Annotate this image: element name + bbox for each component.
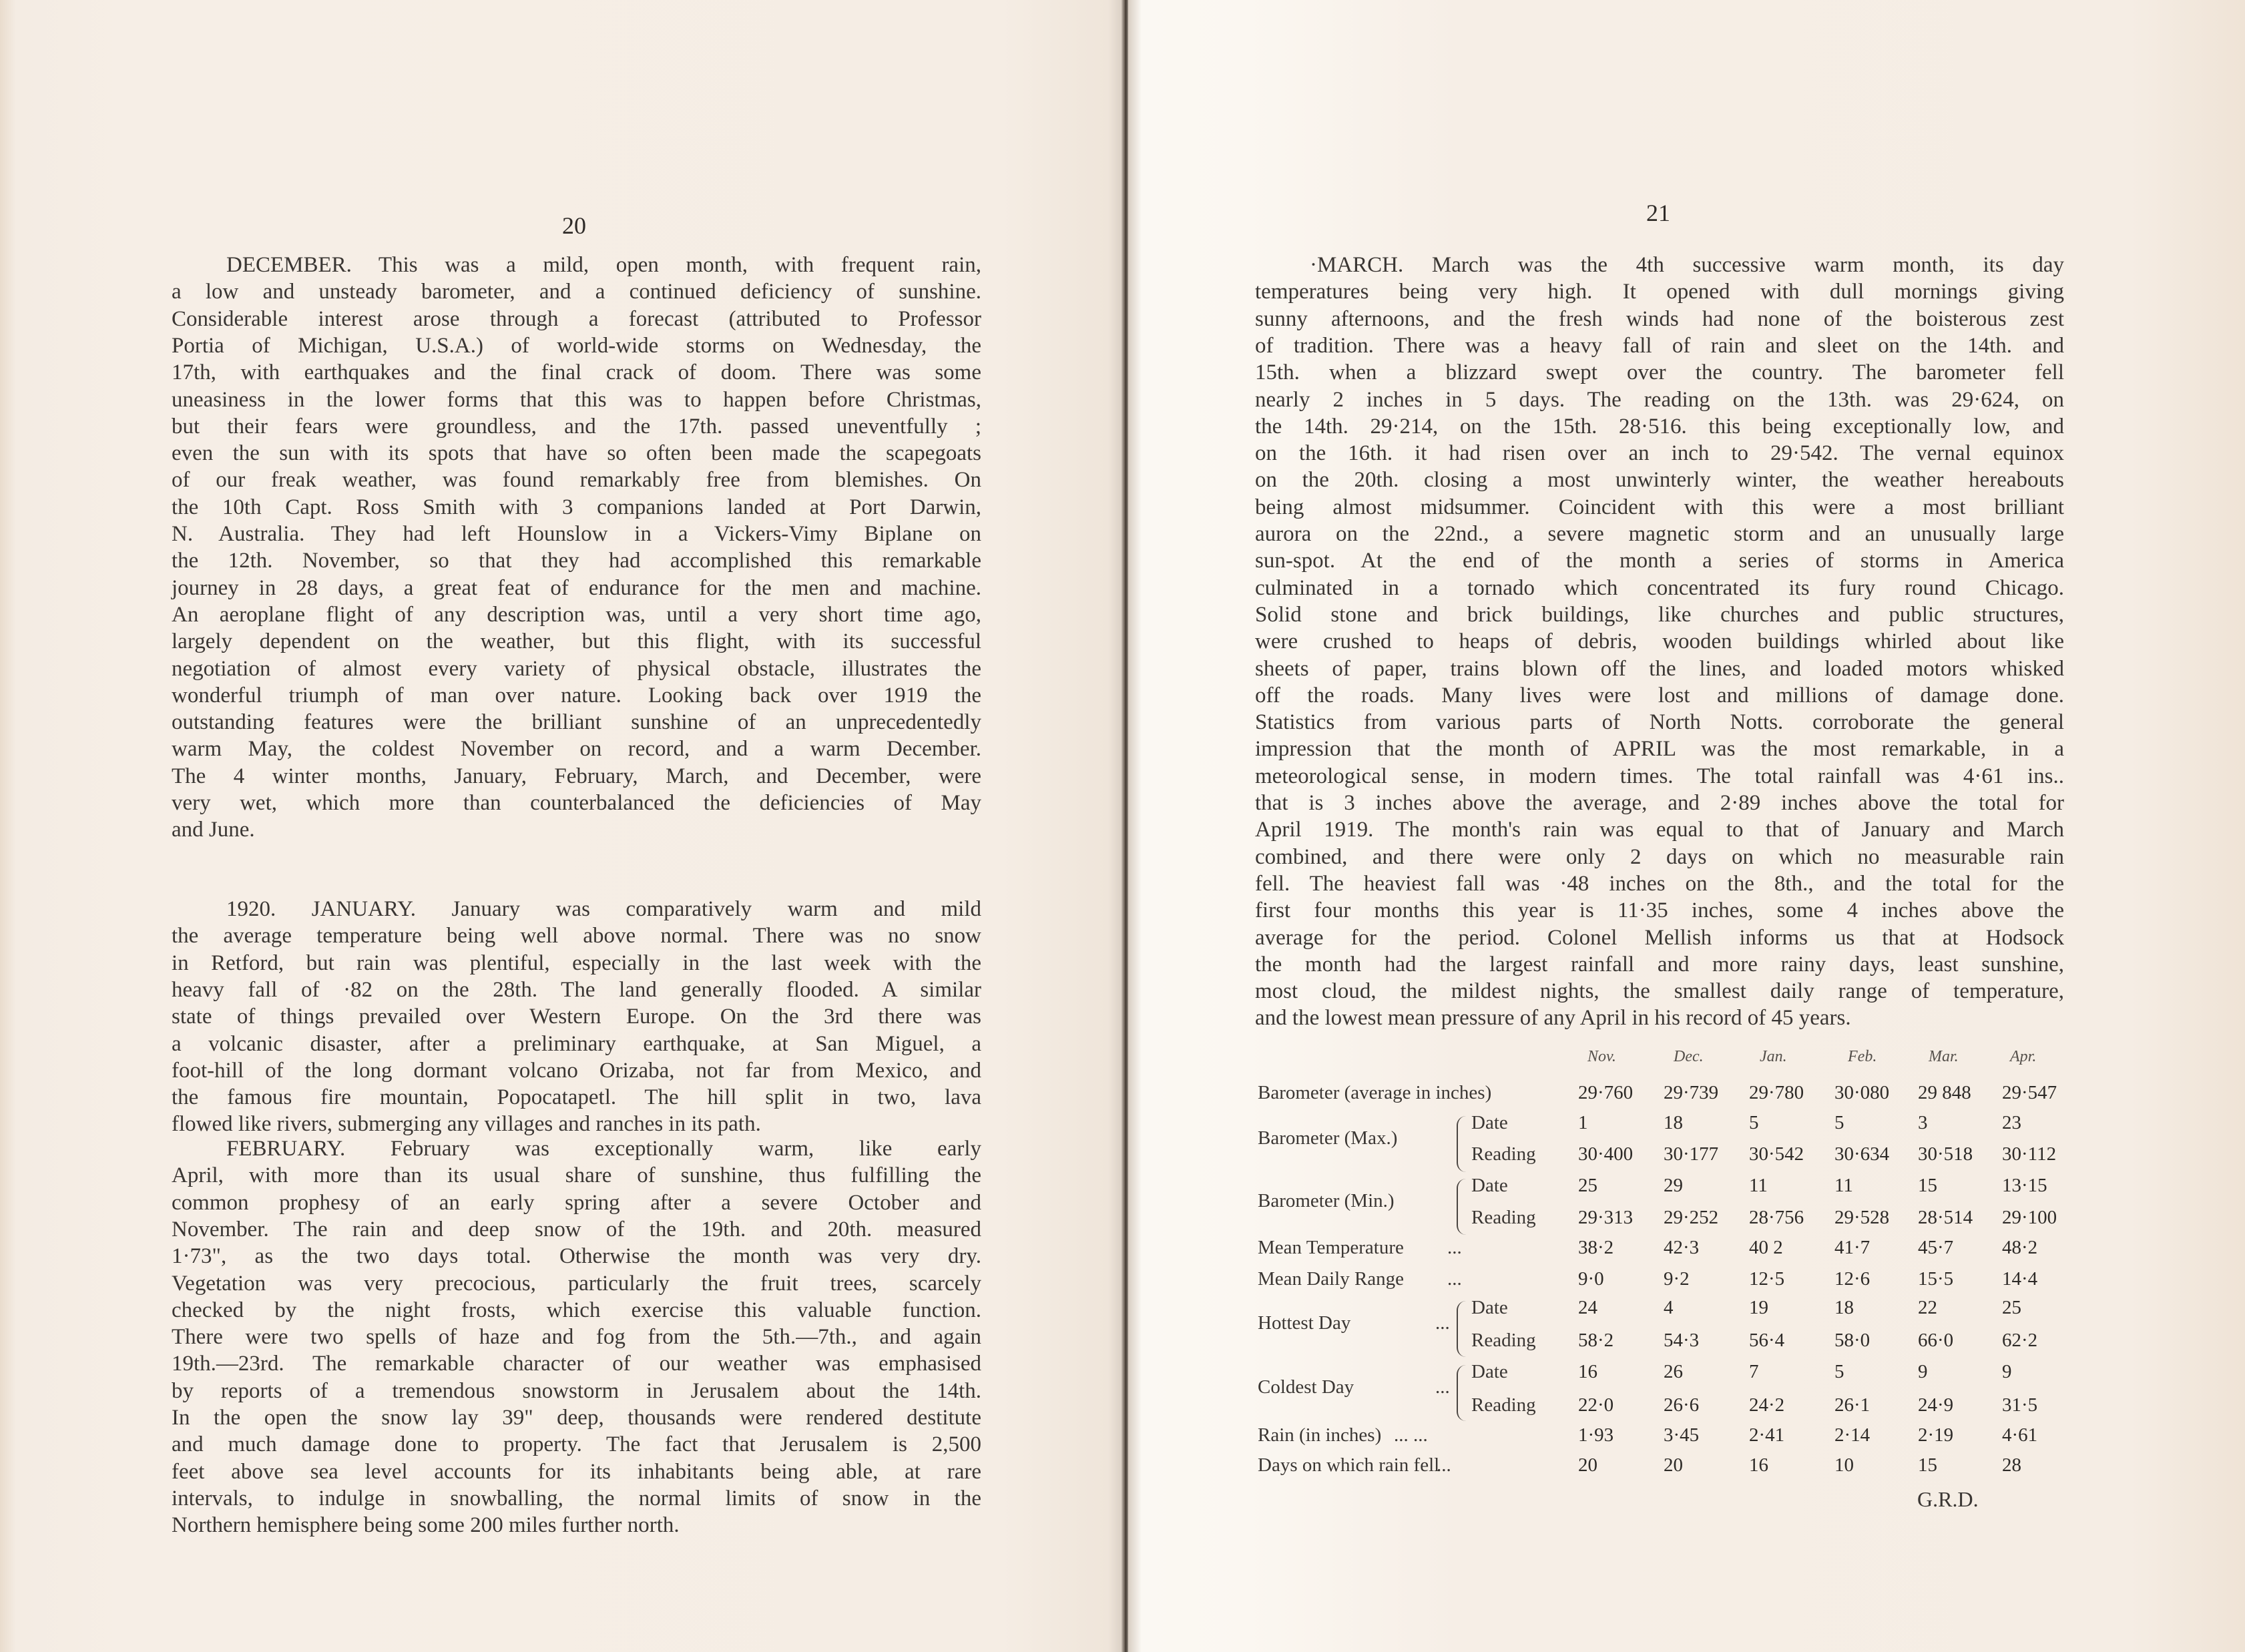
text-line: fell. The heaviest fall was ·48 inches on the 8th., and the total for the: [1255, 871, 2064, 896]
text-line: and June.: [172, 818, 255, 842]
text-line: largely dependent on the weather, but this flight, with its successful: [172, 629, 981, 654]
row-sublabel: Date: [1471, 1297, 1508, 1318]
table-cell: 29·760: [1578, 1082, 1634, 1103]
table-cell: 16: [1749, 1454, 1768, 1476]
table-row: [1255, 1297, 2076, 1334]
table-cell: 7: [1749, 1361, 1759, 1382]
table-cell: 26·1: [1834, 1394, 1870, 1416]
text-line: April, with more than its usual share of sunshine, thus fulfilling the: [172, 1163, 981, 1188]
table-cell: 38·2: [1578, 1237, 1614, 1258]
column-header: Feb.: [1848, 1048, 1877, 1065]
text-line: temperatures being very high. It opened with dull mornings giving: [1255, 280, 2064, 304]
text-line: culminated in a tornado which concentrated its fury round Chicago.: [1255, 575, 2064, 600]
leader-dots: ...: [1437, 1454, 1451, 1476]
text-line: but their fears were groundless, and the 17th. passed uneventfully ;: [172, 414, 981, 439]
table-cell: 18: [1834, 1297, 1854, 1318]
table-cell: 15: [1918, 1175, 1937, 1196]
table-cell: 29: [1664, 1175, 1683, 1196]
table-cell: 45·7: [1918, 1237, 1954, 1258]
page-number-left: 20: [562, 212, 586, 239]
table-cell: 30·518: [1918, 1143, 1973, 1165]
text-line: intervals, to indulge in snowballing, the normal limits of snow in the: [172, 1486, 981, 1510]
text-line: the average temperature being well above normal. There was no snow: [172, 924, 981, 948]
table-cell: 5: [1834, 1112, 1844, 1133]
text-line: flowed like rivers, submerging any villages and ranches in its path.: [172, 1112, 761, 1137]
table-cell: 29·100: [2002, 1207, 2057, 1228]
table-cell: 1: [1578, 1112, 1588, 1133]
text-line: Vegetation was very precocious, particularly the fruit trees, scarcely: [172, 1271, 981, 1296]
text-line: nearly 2 inches in 5 days. The reading on the 13th. was 29·624, on: [1255, 387, 2064, 412]
signature: G.R.D.: [1917, 1487, 1979, 1511]
leader-dots: ... ...: [1394, 1424, 1428, 1446]
table-row: [1255, 1207, 2076, 1237]
text-line: outstanding features were the brilliant sunshine of an unprecedentedly: [172, 710, 981, 735]
text-line: uneasiness in the lower forms that this was to happen before Christmas,: [172, 387, 981, 412]
text-line: warm May, the coldest November on record, and a warm December.: [172, 737, 981, 762]
table-cell: 5: [1834, 1361, 1844, 1382]
table-cell: 23: [2002, 1112, 2021, 1133]
text-line: that is 3 inches above the average, and 2·89 inches above the total for: [1255, 791, 2064, 815]
text-line: The 4 winter months, January, February, March, and December, were: [172, 764, 981, 788]
text-line: by reports of a tremendous snowstorm in Jerusalem about the 14th.: [172, 1378, 981, 1403]
text-line: DECEMBER. This was a mild, open month, with frequent rain,: [226, 253, 981, 277]
text-line: in Retford, but rain was plentiful, especially in the last week with the: [172, 950, 981, 975]
text-line: and the lowest mean pressure of any April in his record of 45 years.: [1255, 1006, 1851, 1031]
text-line: Portia of Michigan, U.S.A.) of world-wide storms on Wednesday, the: [172, 333, 981, 358]
row-label: Barometer (Min.): [1258, 1190, 1395, 1211]
table-cell: 30·542: [1749, 1143, 1804, 1165]
text-line: Statistics from various parts of North Notts. corroborate the general: [1255, 710, 2064, 735]
text-line: were crushed to heaps of debris, wooden buildings whirled about like: [1255, 629, 2064, 654]
weather-table: [1255, 0, 2076, 1652]
table-cell: 30·080: [1834, 1082, 1890, 1103]
table-cell: 3: [1918, 1112, 1928, 1133]
table-cell: 58·2: [1578, 1330, 1614, 1351]
text-line: on the 16th. it had risen over an inch to 29·542. The vernal equinox: [1255, 441, 2064, 466]
table-cell: 11: [1749, 1175, 1768, 1196]
text-line: Northern hemisphere being some 200 miles further north.: [172, 1513, 680, 1538]
table-cell: 56·4: [1749, 1330, 1785, 1351]
table-cell: 41·7: [1834, 1237, 1870, 1258]
text-line: 1·73", as the two days total. Otherwise the month was very dry.: [172, 1244, 981, 1269]
page-number-right: 21: [1646, 200, 1670, 226]
row-label: Coldest Day: [1258, 1376, 1354, 1398]
table-cell: 9: [2002, 1361, 2012, 1382]
text-line: An aeroplane flight of any description was, until a very short time ago,: [172, 602, 981, 627]
leader-dots: ...: [1435, 1312, 1450, 1334]
column-header: Mar.: [1929, 1048, 1959, 1065]
text-line: and much damage done to property. The fact that Jerusalem is 2,500: [172, 1432, 981, 1457]
table-cell: 24·2: [1749, 1394, 1785, 1416]
text-line: 15th. when a blizzard swept over the country. The barometer fell: [1255, 360, 2064, 385]
row-sublabel: Reading: [1471, 1207, 1536, 1228]
leader-dots: ...: [1447, 1268, 1462, 1290]
table-cell: 29·780: [1749, 1082, 1804, 1103]
table-cell: 3·45: [1664, 1424, 1700, 1446]
text-line: on the 20th. closing a most unwinterly winter, the weather hereabouts: [1255, 468, 2064, 493]
text-line: off the roads. Many lives were lost and millions of damage done.: [1255, 683, 2064, 708]
table-cell: 26·6: [1664, 1394, 1700, 1416]
table-cell: 30·634: [1834, 1143, 1890, 1165]
text-line: a volcanic disaster, after a preliminary earthquake, at San Miguel, a: [172, 1031, 981, 1056]
table-cell: 28·756: [1749, 1207, 1804, 1228]
table-row: [1255, 1112, 2076, 1149]
table-cell: 18: [1664, 1112, 1683, 1133]
table-row: [1255, 1394, 2076, 1425]
table-cell: 14·4: [2002, 1268, 2038, 1290]
row-sublabel: Reading: [1471, 1394, 1536, 1416]
row-sublabel: Date: [1471, 1361, 1508, 1382]
table-cell: 22·0: [1578, 1394, 1614, 1416]
table-cell: 30·112: [2002, 1143, 2057, 1165]
table-cell: 15: [1918, 1454, 1937, 1476]
table-cell: 42·3: [1664, 1237, 1700, 1258]
text-line: journey in 28 days, a great feat of endurance for the men and machine.: [172, 575, 981, 600]
table-row: [1255, 1268, 2076, 1299]
table-cell: 25: [1578, 1175, 1597, 1196]
table-cell: 2·14: [1834, 1424, 1870, 1446]
text-line: average for the period. Colonel Mellish informs us that at Hodsock: [1255, 925, 2064, 950]
text-line: the month had the largest rainfall and more rainy days, least sunshine,: [1255, 952, 2064, 977]
table-cell: 29 848: [1918, 1082, 1971, 1103]
table-cell: 4: [1664, 1297, 1674, 1318]
row-label: Mean Temperature: [1258, 1237, 1404, 1258]
table-cell: 19: [1749, 1297, 1768, 1318]
text-line: very wet, which more than counterbalanced the deficiencies of May: [172, 791, 981, 815]
table-cell: 29·739: [1664, 1082, 1719, 1103]
leader-dots: ...: [1447, 1237, 1462, 1258]
text-line: sunny afternoons, and the fresh winds had none of the boisterous zest: [1255, 306, 2064, 331]
table-cell: 66·0: [1918, 1330, 1954, 1351]
row-label: Barometer (Max.): [1258, 1127, 1398, 1149]
text-line: meteorological sense, in modern times. The total rainfall was 4·61 ins..: [1255, 764, 2064, 788]
table-cell: 40 2: [1749, 1237, 1783, 1258]
table-cell: 15·5: [1918, 1268, 1954, 1290]
table-cell: 58·0: [1834, 1330, 1870, 1351]
table-cell: 12·5: [1749, 1268, 1785, 1290]
table-cell: 4·61: [2002, 1424, 2038, 1446]
text-line: In the open the snow lay 39" deep, thousands were rendered destitute: [172, 1406, 981, 1430]
row-sublabel: Reading: [1471, 1330, 1536, 1351]
table-cell: 20: [1578, 1454, 1597, 1476]
table-cell: 28·514: [1918, 1207, 1973, 1228]
table-cell: 22: [1918, 1297, 1937, 1318]
text-line: 19th.—23rd. The remarkable character of our weather was emphasised: [172, 1352, 981, 1376]
column-header: Dec.: [1674, 1048, 1704, 1065]
table-cell: 29·313: [1578, 1207, 1634, 1228]
table-cell: 24: [1578, 1297, 1597, 1318]
table-cell: 25: [2002, 1297, 2021, 1318]
table-cell: 30·400: [1578, 1143, 1634, 1165]
text-line: the 14th. 29·214, on the 15th. 28·516. this being exceptionally low, and: [1255, 414, 2064, 439]
table-row: [1255, 1361, 2076, 1398]
table-row: [1255, 1082, 2076, 1113]
text-line: checked by the night frosts, which exercise this valuable function.: [172, 1298, 981, 1322]
row-label: Hottest Day: [1258, 1312, 1351, 1334]
table-cell: 1·93: [1578, 1424, 1614, 1446]
table-cell: 12·6: [1834, 1268, 1870, 1290]
table-cell: 11: [1834, 1175, 1853, 1196]
text-line: heavy fall of ·82 on the 28th. The land generally flooded. A similar: [172, 977, 981, 1002]
table-cell: 54·3: [1664, 1330, 1700, 1351]
table-cell: 30·177: [1664, 1143, 1719, 1165]
text-line: Solid stone and brick buildings, like churches and public structures,: [1255, 602, 2064, 627]
table-cell: 9·0: [1578, 1268, 1604, 1290]
row-label: Barometer (average in inches): [1258, 1082, 1492, 1103]
table-cell: 9·2: [1664, 1268, 1690, 1290]
text-line: FEBRUARY. February was exceptionally warm, like early: [226, 1137, 981, 1161]
text-line: sun-spot. At the end of the month a series of storms in America: [1255, 549, 2064, 573]
table-row: [1255, 1330, 2076, 1360]
text-line: sheets of paper, trains blown off the lines, and loaded motors whisked: [1255, 656, 2064, 681]
table-cell: 9: [1918, 1361, 1928, 1382]
table-cell: 48·2: [2002, 1237, 2038, 1258]
column-header: Apr.: [2010, 1048, 2037, 1065]
text-line: N. Australia. They had left Hounslow in a Vickers-Vimy Biplane on: [172, 522, 981, 546]
text-line: 17th, with earthquakes and the final crack of doom. There was some: [172, 360, 981, 385]
text-line: Considerable interest arose through a forecast (attributed to Professor: [172, 306, 981, 331]
row-sublabel: Reading: [1471, 1143, 1536, 1165]
table-cell: 29·547: [2002, 1082, 2057, 1103]
text-line: There were two spells of haze and fog from the 5th.—7th., and again: [172, 1325, 981, 1350]
text-line: first four months this year is 11·35 inches, some 4 inches above the: [1255, 898, 2064, 923]
text-line: feet above sea level accounts for its inhabitants being able, at rare: [172, 1459, 981, 1484]
row-label: Rain (in inches): [1258, 1424, 1382, 1446]
table-cell: 31·5: [2002, 1394, 2038, 1416]
table-row: [1255, 1143, 2076, 1174]
text-line: ·MARCH. March was the 4th successive warm month, its day: [1310, 253, 2064, 277]
table-cell: 29·252: [1664, 1207, 1719, 1228]
text-line: combined, and there were only 2 days on which no measurable rain: [1255, 844, 2064, 869]
text-line: negotiation of almost every variety of physical obstacle, illustrates the: [172, 656, 981, 681]
text-line: November. The rain and deep snow of the 19th. and 20th. measured: [172, 1217, 981, 1242]
column-header: Nov.: [1587, 1048, 1616, 1065]
text-line: of tradition. There was a heavy fall of rain and sleet on the 14th. and: [1255, 333, 2064, 358]
table-cell: 2·41: [1749, 1424, 1785, 1446]
text-line: aurora on the 22nd., a severe magnetic storm and an unusually large: [1255, 522, 2064, 546]
row-sublabel: Date: [1471, 1175, 1508, 1196]
row-sublabel: Date: [1471, 1112, 1508, 1133]
table-row: [1255, 1424, 2076, 1455]
text-line: being almost midsummer. Coincident with this were a most brilliant: [1255, 495, 2064, 519]
text-line: even the sun with its spots that have so often been made the scapegoats: [172, 441, 981, 466]
table-cell: 5: [1749, 1112, 1759, 1133]
text-line: April 1919. The month's rain was equal to that of January and March: [1255, 818, 2064, 842]
text-line: the famous fire mountain, Popocatapetl. The hill split in two, lava: [172, 1085, 981, 1110]
table-cell: 16: [1578, 1361, 1597, 1382]
table-cell: 13·15: [2002, 1175, 2047, 1196]
table-cell: 62·2: [2002, 1330, 2038, 1351]
table-cell: 26: [1664, 1361, 1683, 1382]
row-label: Mean Daily Range: [1258, 1268, 1405, 1290]
text-line: most cloud, the mildest nights, the smallest daily range of temperature,: [1255, 979, 2064, 1004]
text-line: wonderful triumph of man over nature. Looking back over 1919 the: [172, 683, 981, 708]
text-line: of our freak weather, was found remarkably free from blemishes. On: [172, 468, 981, 493]
text-line: foot-hill of the long dormant volcano Orizaba, not far from Mexico, and: [172, 1058, 981, 1083]
table-cell: 20: [1664, 1454, 1683, 1476]
table-header-row: [1255, 1048, 2076, 1079]
text-line: a low and unsteady barometer, and a continued deficiency of sunshine.: [172, 280, 981, 304]
text-line: the 12th. November, so that they had accomplished this remarkable: [172, 549, 981, 573]
table-cell: 24·9: [1918, 1394, 1954, 1416]
table-cell: 2·19: [1918, 1424, 1954, 1446]
table-row: [1255, 1454, 2076, 1485]
text-line: state of things prevailed over Western Europe. On the 3rd there was: [172, 1005, 981, 1029]
table-cell: 29·528: [1834, 1207, 1890, 1228]
column-header: Jan.: [1760, 1048, 1787, 1065]
table-cell: 28: [2002, 1454, 2021, 1476]
table-cell: 10: [1834, 1454, 1854, 1476]
table-row: [1255, 1237, 2076, 1268]
text-line: 1920. JANUARY. January was comparatively warm and mild: [226, 897, 981, 921]
table-row: [1255, 1175, 2076, 1211]
text-line: common prophesy of an early spring after a severe October and: [172, 1190, 981, 1215]
row-label: Days on which rain fell: [1258, 1454, 1440, 1476]
text-line: the 10th Capt. Ross Smith with 3 companions landed at Port Darwin,: [172, 495, 981, 519]
text-line: impression that the month of APRIL was the most remarkable, in a: [1255, 737, 2064, 762]
leader-dots: ...: [1435, 1376, 1450, 1398]
